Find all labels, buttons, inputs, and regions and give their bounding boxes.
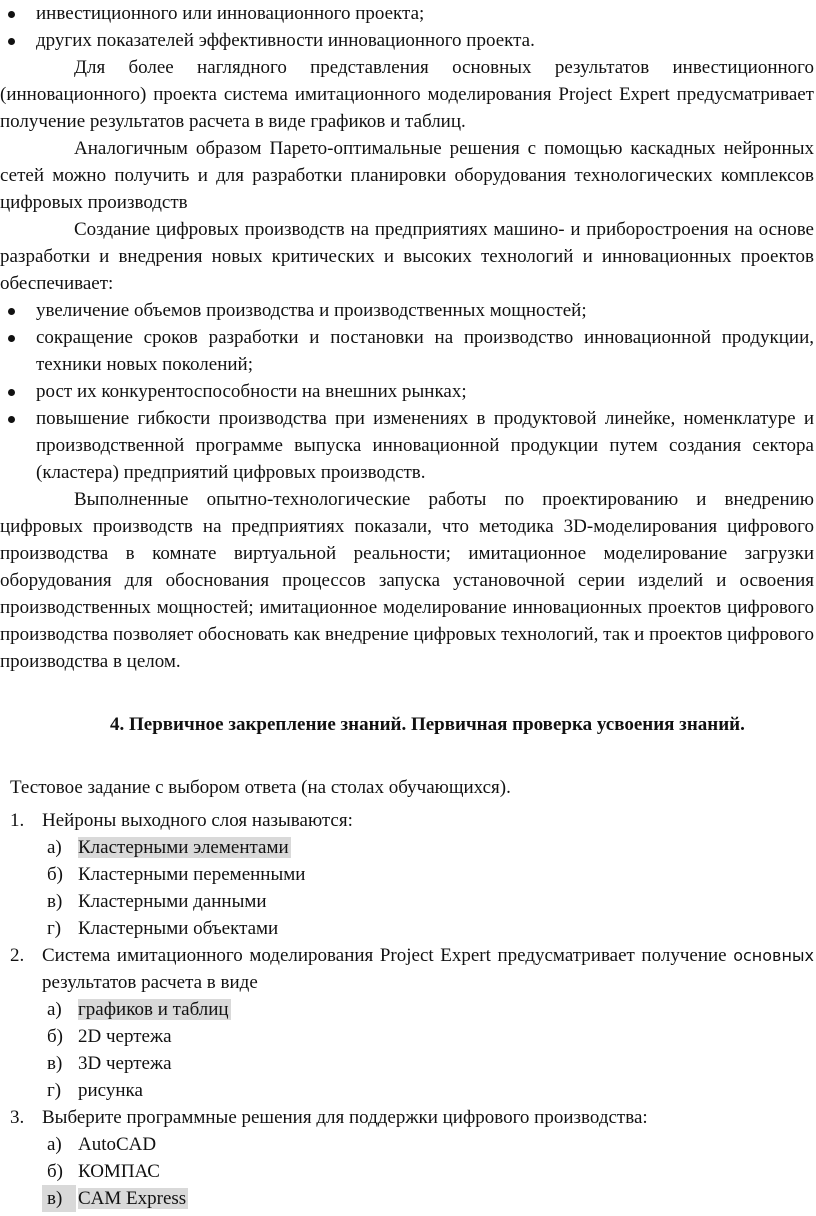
answer-option[interactable] <box>42 996 814 1023</box>
option-letter: в) <box>47 891 63 912</box>
bullet-item: сокращение сроков разработки и постановки на производство инновационной продукции, техники новых поколений; <box>0 324 816 378</box>
question-number: 2. <box>10 945 25 966</box>
section-heading: 4. Первичное закрепление знаний. Первичная проверка усвоения знаний. <box>110 714 745 735</box>
question-item <box>0 1104 816 1212</box>
option-list <box>42 996 814 1104</box>
question-list <box>0 807 816 1212</box>
question-text-end: результатов расчета в виде <box>42 972 258 993</box>
bullet-item: других показателей эффективности инновационного проекта. <box>0 27 816 54</box>
option-text: рисунка <box>78 1080 143 1101</box>
paragraph-project-expert: Для более наглядного представления основных результатов инвестиционного (инновационного) проекта система имитационного моделирования Project Expert предусматривает получение результатов расчета в виде графиков и таблиц. <box>0 57 814 132</box>
answer-option[interactable] <box>42 834 814 861</box>
question-number: 3. <box>10 1107 25 1128</box>
answer-option[interactable] <box>42 861 814 888</box>
paragraph-pareto: Аналогичным образом Парето-оптимальные решения с помощью каскадных нейронных сетей можно получить и для разработки планировки оборудования технологических комплексов цифровых производств <box>0 138 814 213</box>
option-letter: г) <box>47 918 62 939</box>
answer-option[interactable] <box>42 915 814 942</box>
option-text-highlighted: Кластерными элементами <box>78 837 289 858</box>
answer-option[interactable] <box>42 888 814 915</box>
option-letter: в) <box>47 1053 63 1074</box>
bullet-item: повышение гибкости производства при изменениях в продуктовой линейке, номенклатуре и производственной программе выпуска инновационной продукции путем создания сектора (кластера) предприятий цифровых производств. <box>0 405 816 486</box>
answer-option[interactable] <box>42 1131 814 1158</box>
option-text-highlighted: графиков и таблиц <box>78 999 229 1020</box>
option-text: КОМПАС <box>78 1161 160 1182</box>
option-text: Кластерными объектами <box>78 918 279 939</box>
option-list <box>42 834 814 942</box>
answer-option[interactable] <box>42 1023 814 1050</box>
test-intro: Тестовое задание с выбором ответа (на столах обучающихся). <box>10 777 511 798</box>
option-text: 3D чертежа <box>78 1053 172 1074</box>
option-list <box>42 1131 814 1212</box>
option-letter: а) <box>47 999 62 1020</box>
option-letter: а) <box>47 1134 62 1155</box>
option-text: Кластерными данными <box>78 891 267 912</box>
paragraph-results: Выполненные опытно-технологические работы по проектированию и внедрению цифровых производств на предприятиях показали, что методика 3D-моделирования цифрового производства в комнате виртуальной реальности; имитационное моделирование загрузки оборудования для обоснования процессов запуска установочной серии изделий и освоения производственных мощностей; имитационное моделирование инновационных проектов цифрового производства позволяет обосновать как внедрение цифровых технологий, так и проектов цифрового производства в целом. <box>0 489 814 672</box>
option-text: 2D чертежа <box>78 1026 172 1047</box>
option-text: Кластерными переменными <box>78 864 306 885</box>
answer-option[interactable] <box>42 1077 814 1104</box>
option-letter: в) <box>42 1185 76 1212</box>
option-letter: б) <box>47 1161 63 1182</box>
question-item <box>0 942 816 1104</box>
bullet-item: рост их конкурентоспособности на внешних рынках; <box>0 378 816 405</box>
bullet-item: увеличение объемов производства и производственных мощностей; <box>0 297 816 324</box>
question-text: Система имитационного моделирования Project Expert предусматривает получение <box>42 945 727 966</box>
paragraph-digital-production: Создание цифровых производств на предприятиях машино- и приборостроения на основе разработки и внедрения новых критических и высоких технологий и инновационных проектов обеспечивает: <box>0 219 814 294</box>
answer-option[interactable] <box>42 1185 814 1212</box>
answer-option[interactable] <box>42 1158 814 1185</box>
option-text: AutoCAD <box>78 1134 157 1155</box>
option-letter: б) <box>47 1026 63 1047</box>
option-letter: б) <box>47 864 63 885</box>
bullet-item: инвестиционного или инновационного проекта; <box>0 0 816 27</box>
question-text: Выберите программные решения для поддержки цифрового производства: <box>42 1107 648 1128</box>
top-bullet-list <box>0 0 816 54</box>
option-letter: г) <box>47 1080 62 1101</box>
answer-option[interactable] <box>42 1050 814 1077</box>
question-text-sans: основных <box>733 946 815 965</box>
question-item <box>0 807 816 942</box>
question-text: Нейроны выходного слоя называются: <box>42 810 353 831</box>
option-letter: а) <box>47 837 62 858</box>
question-number: 1. <box>10 810 25 831</box>
benefits-bullet-list <box>0 297 816 486</box>
option-text-highlighted: CAM Express <box>78 1188 187 1209</box>
